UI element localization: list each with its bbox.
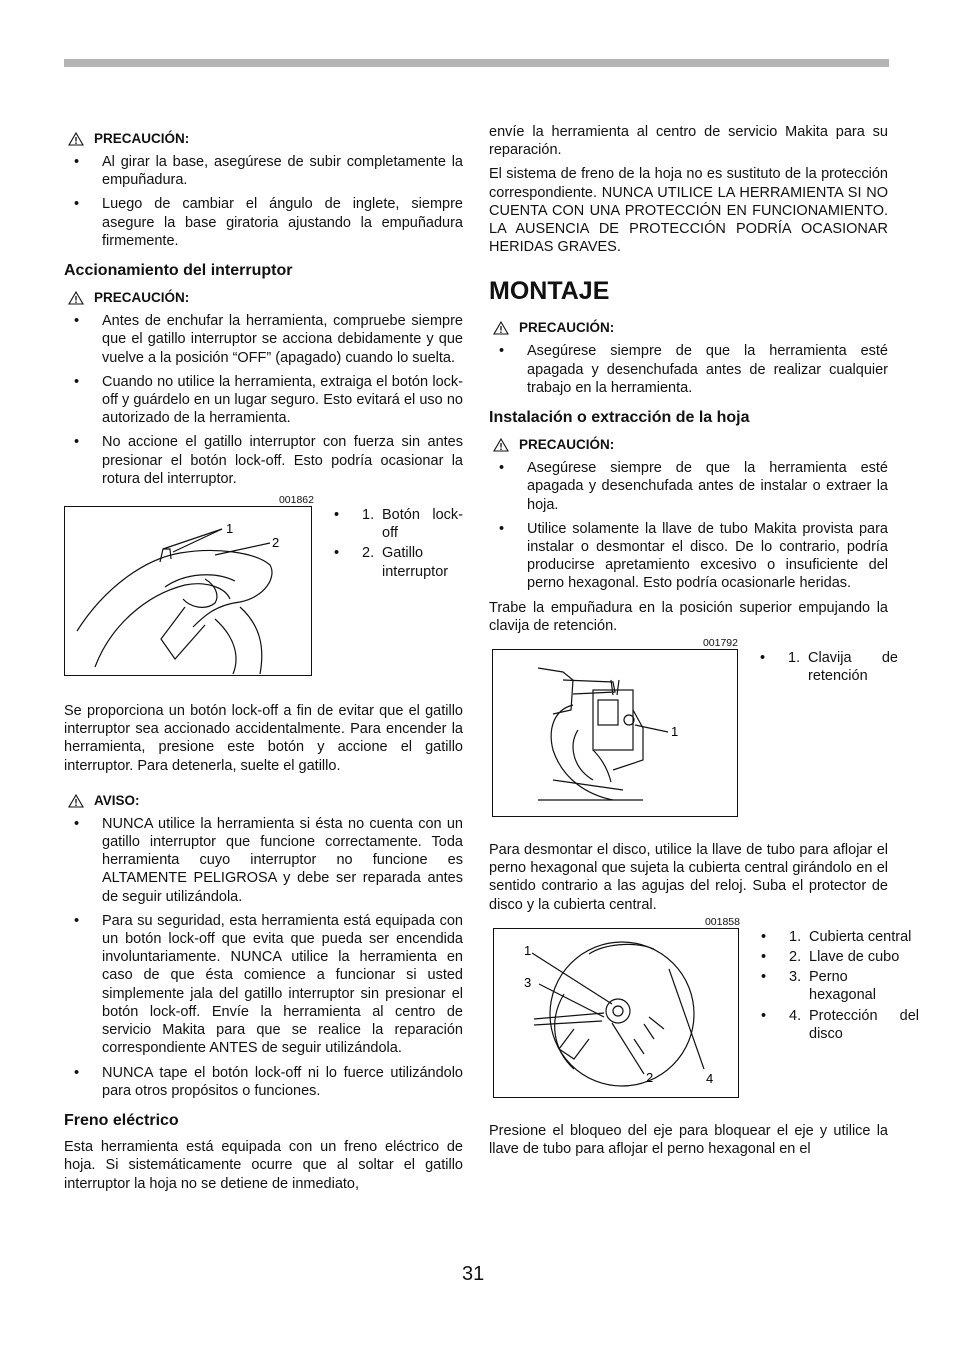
figure-center-cover	[489, 928, 919, 1098]
list-item: • No accione el gatillo interruptor con fuerza sin antes presionar el botón lock-off. Esto podría ocasionar la rotura del interruptor.	[64, 433, 463, 488]
center-cover-illustration	[494, 929, 737, 1096]
figure-legend	[750, 649, 898, 687]
list-item: • Para su seguridad, esta herramienta está equipada con un botón lock-off que evita que pueda ser encendida involuntariamente. NUNCA utilice la herramienta en caso de que ésta comience a funcionar si usted simplemente jala del gatillo interruptor sin presionar el botón lock-off. Envíe la herramienta al centro de servicio Makita para que se realice la reparación correspondiente ANTES de seguir utilizándola.	[64, 912, 463, 1058]
paragraph: Presione el bloqueo del eje para bloquear el eje y utilice la llave de tubo para aflojar el perno hexagonal en el	[489, 1122, 888, 1158]
figure-code: 001862	[278, 494, 314, 507]
paragraph: envíe la herramienta al centro de servicio Makita para su reparación.	[489, 124, 888, 159]
callout-1: 1	[226, 521, 234, 537]
list-item: • Al girar la base, asegúrese de subir completamente la empuñadura.	[64, 153, 463, 189]
caution-list	[489, 342, 888, 397]
paragraph: Se proporciona un botón lock-off a fin de evitar que el gatillo interruptor sea accionado accidentalmente. Para encender la herramienta, presione este botón y accione el gatillo interruptor. Para detenerla, suelte el gatillo.	[64, 703, 463, 774]
caution-label: PRECAUCIÓN:	[489, 435, 888, 455]
notice-label: AVISO:	[64, 791, 463, 811]
figure-switch	[64, 506, 463, 676]
figure-code: 001792	[702, 637, 738, 650]
warning-triangle-icon	[68, 291, 84, 305]
callout-1: 1	[524, 942, 532, 958]
caution-list	[489, 459, 888, 592]
warning-triangle-icon	[68, 132, 84, 146]
warning-triangle-icon	[493, 321, 509, 335]
paragraph: Trabe la empuñadura en la posición superior empujando la clavija de retención.	[489, 599, 888, 634]
list-item: • NUNCA utilice la herramienta si ésta no cuenta con un gatillo interruptor que funcione correctamente. Toda herramienta cuyo interruptor no funcione es ALTAMENTE PELIGROSA y debe ser reparada antes de seguir utilizándola.	[64, 815, 463, 906]
page-number: 31	[462, 1263, 485, 1285]
list-item: • NUNCA tape el botón lock-off ni lo fuerce utilizándolo para otros propósitos o funciones.	[64, 1064, 463, 1100]
right-column	[489, 123, 919, 1164]
callout-3: 3	[524, 974, 532, 990]
left-column	[64, 123, 463, 1199]
list-item: • Luego de cambiar el ángulo de inglete, siempre asegure la base giratoria ajustando la empuñadura firmemente.	[64, 195, 463, 250]
section-title-montaje: MONTAJE	[489, 277, 610, 306]
caution-label: PRECAUCIÓN:	[64, 129, 463, 149]
list-item: • Asegúrese siempre de que la herramienta esté apagada y desenchufada antes de realizar cualquier trabajo en la herramienta.	[489, 342, 888, 397]
figure-code: 001858	[704, 915, 740, 928]
figure-legend	[324, 506, 463, 583]
caution-list	[64, 312, 463, 488]
switch-illustration	[65, 507, 310, 674]
legend-item: • 1. Botón lock-off	[324, 506, 463, 542]
figure-legend	[751, 928, 919, 1045]
legend-item: • 3. Perno hexagonal	[751, 968, 919, 1004]
caution-label: PRECAUCIÓN:	[64, 288, 463, 308]
section-heading-switch: Accionamiento del interruptor	[64, 262, 293, 280]
paragraph: Para desmontar el disco, utilice la llave de tubo para aflojar el perno hexagonal que sujeta la cubierta central girándolo en el sentido contrario a las agujas del reloj. Suba el protector de disco y la cubierta central.	[489, 842, 888, 913]
notice-list	[64, 815, 463, 1100]
legend-item: • 2. Llave de cubo	[751, 948, 919, 966]
callout-2: 2	[646, 1069, 654, 1085]
paragraph: El sistema de freno de la hoja no es sustituto de la protección correspondiente. NUNCA UTILICE LA HERRAMIENTA SI NO CUENTA CON UNA PROTECCIÓN EN FUNCIONAMIENTO. LA AUSENCIA DE PROTECCIÓN PODRÍA OCASIONAR HERIDAS GRAVES.	[489, 166, 888, 256]
list-item: • Antes de enchufar la herramienta, compruebe siempre que el gatillo interruptor se acciona debidamente y que vuelve a la posición “OFF” (apagado) cuando lo suelta.	[64, 312, 463, 367]
caution-list	[64, 153, 463, 250]
figure-image	[493, 928, 739, 1098]
callout-2: 2	[272, 535, 280, 551]
legend-item: • 2. Gatillo interruptor	[324, 544, 463, 580]
section-heading-brake: Freno eléctrico	[64, 1111, 179, 1129]
legend-item: • 4. Protección del disco	[751, 1007, 919, 1043]
callout-1: 1	[671, 724, 679, 740]
figure-image	[64, 506, 312, 676]
section-heading-blade: Instalación o extracción de la hoja	[489, 409, 750, 427]
list-item: • Asegúrese siempre de que la herramienta esté apagada y desenchufada antes de instalar o extraer la hoja.	[489, 459, 888, 514]
warning-triangle-icon	[68, 794, 84, 808]
warning-triangle-icon	[493, 438, 509, 452]
legend-item: • 1. Clavija de retención	[750, 649, 898, 685]
header-rule	[64, 59, 889, 67]
paragraph: Esta herramienta está equipada con un freno eléctrico de hoja. Si sistemáticamente ocurre que al soltar el gatillo interruptor la hoja no se detiene de inmediato,	[64, 1139, 463, 1192]
callout-4: 4	[706, 1070, 714, 1086]
lock-pin-illustration	[493, 650, 736, 815]
figure-lock-pin	[489, 649, 898, 817]
caution-label: PRECAUCIÓN:	[489, 318, 888, 338]
legend-item: • 1. Cubierta central	[751, 928, 919, 946]
list-item: • Cuando no utilice la herramienta, extraiga el botón lock-off y guárdelo en un lugar seguro. Esto evitará el uso no autorizado de la herramienta.	[64, 373, 463, 428]
figure-image	[492, 649, 738, 817]
list-item: • Utilice solamente la llave de tubo Makita provista para instalar o desmontar el disco. De lo contrario, podría producirse apretamiento excesivo o insuficiente del perno hexagonal. Esto podría ocasionarle heridas.	[489, 520, 888, 593]
